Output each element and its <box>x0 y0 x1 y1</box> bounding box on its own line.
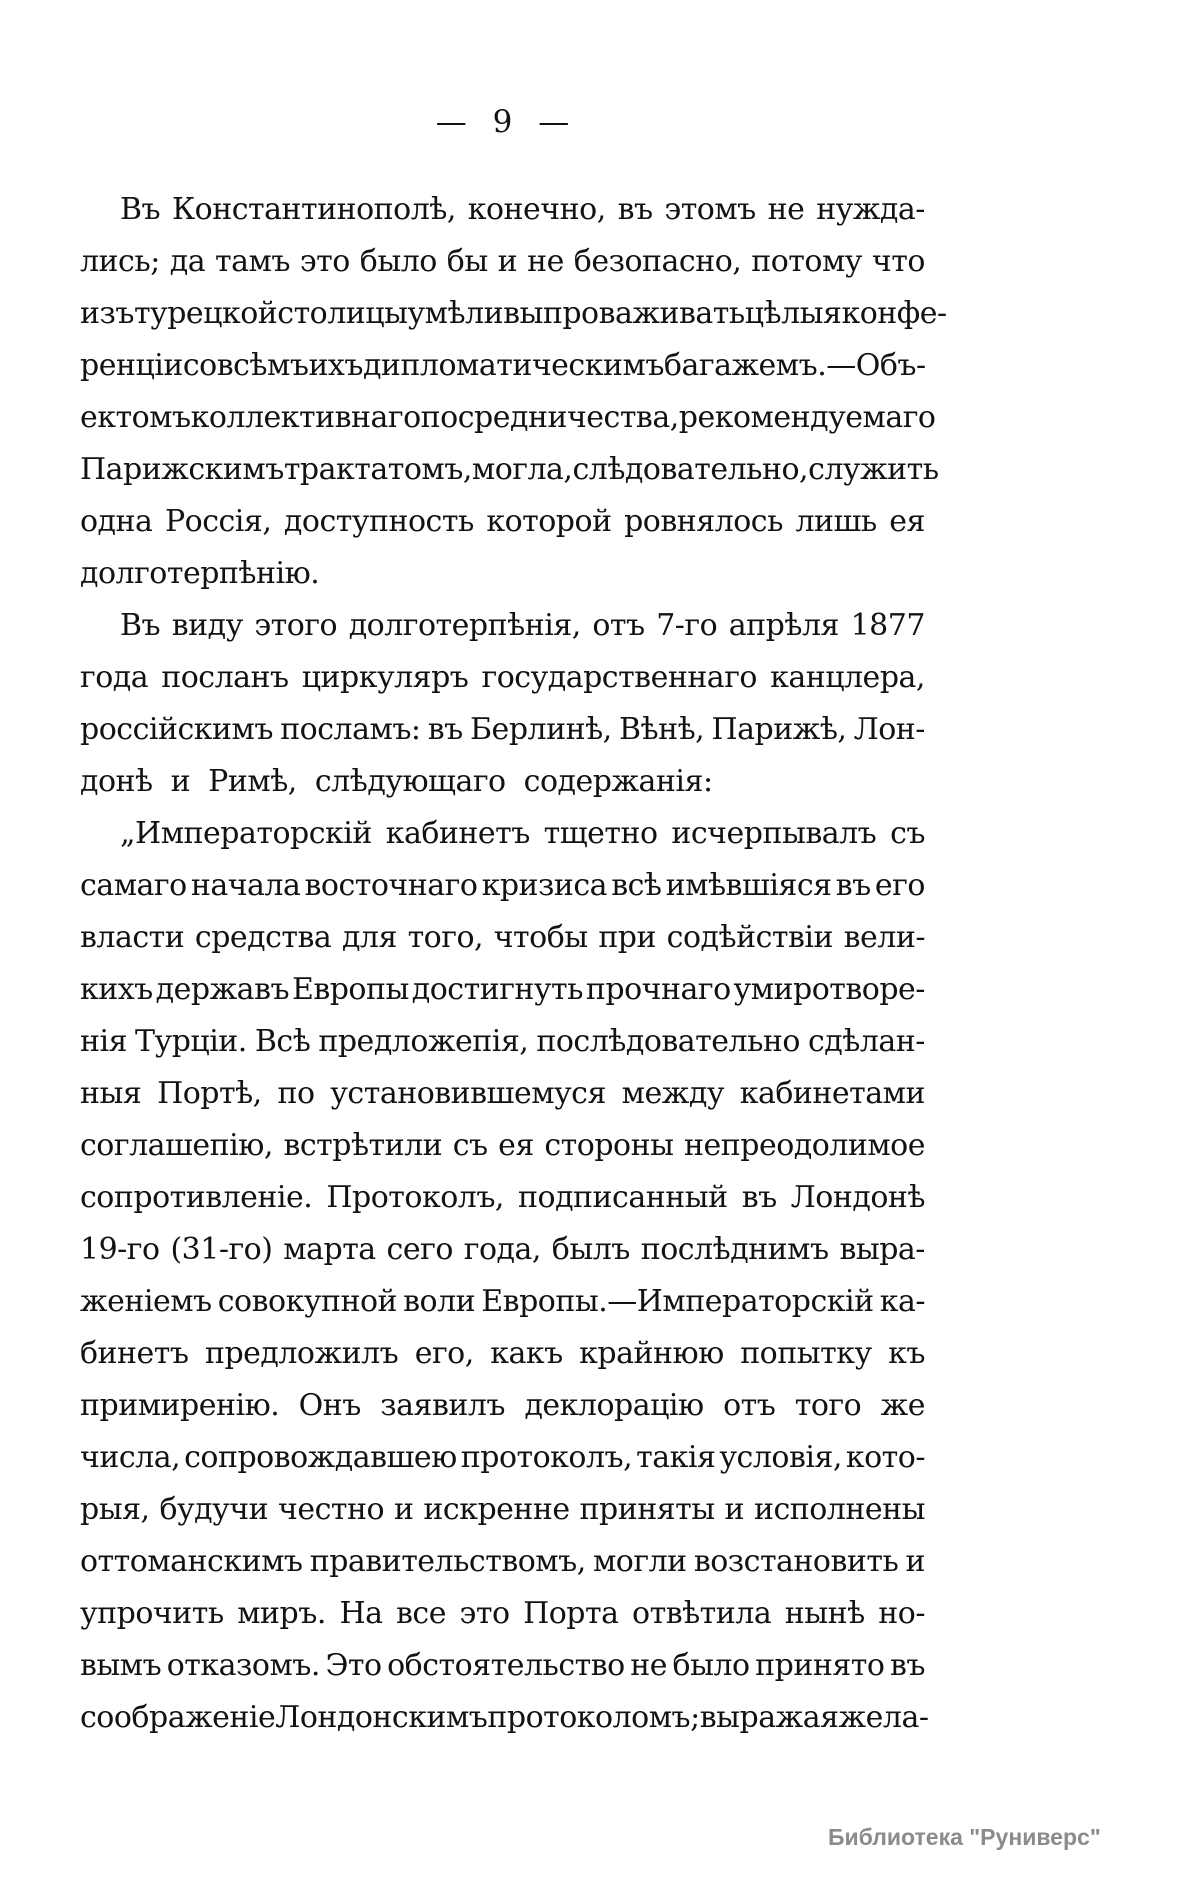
text-line: Въ Константинополѣ, конечно, въ этомъ не нужда- <box>120 192 925 227</box>
text-line: оттоманскимъ правительствомъ, могли возстановить и <box>80 1544 925 1579</box>
text-line: Въ виду этого долготерпѣнія, отъ 7-го апрѣля 1877 <box>120 608 925 643</box>
text-line: соглашепію, встрѣтили съ ея стороны непреодолимое <box>80 1128 925 1163</box>
text-line: бинетъ предложилъ его, какъ крайнюю попытку къ <box>80 1336 925 1371</box>
text-line: ренціи со всѣмъ ихъ дипломатическимъ багажемъ.—Объ- <box>80 348 926 383</box>
text-line: донѣ и Римѣ, слѣдующаго содержанія: <box>80 764 713 799</box>
page-number: — 9 — <box>435 104 570 140</box>
text-line: кихъ державъ Европы достигнуть прочнаго умиротворе- <box>80 972 925 1007</box>
text-line: ектомъ коллективнаго посредничества, рекомендуемаго <box>80 400 936 435</box>
text-line: россійскимъ посламъ: въ Берлинѣ, Вѣнѣ, Парижѣ, Лон- <box>80 712 925 747</box>
text-line: вымъ отказомъ. Это обстоятельство не было принято въ <box>80 1648 925 1683</box>
text-line: одна Россія, доступность которой ровнялось лишь ея <box>80 504 925 539</box>
text-line: рыя, будучи честно и искренне приняты и исполнены <box>80 1492 925 1527</box>
text-line: ныя Портѣ, по установившемуся между кабинетами <box>80 1076 925 1111</box>
text-line: самаго начала восточнаго кризиса всѣ имѣвшіяся въ его <box>80 868 925 903</box>
text-line: долготерпѣнію. <box>80 556 320 591</box>
text-line: 19-го (31-го) марта сего года, былъ послѣднимъ выра- <box>80 1232 925 1267</box>
text-line: „Императорскій кабинетъ тщетно исчерпывалъ съ <box>120 816 925 851</box>
text-line: изъ турецкой столицы умѣли выпроваживать цѣлыя конфе- <box>80 296 947 331</box>
text-line: Парижскимъ трактатомъ, могла, слѣдовательно, служить <box>80 452 939 487</box>
text-line: женіемъ совокупной воли Европы.—Императорскій ка- <box>80 1284 925 1319</box>
text-block <box>80 184 947 1744</box>
text-line: числа, сопровождавшею протоколъ, такія условія, кото- <box>80 1440 925 1475</box>
text-line: соображеніе Лондонскимъ протоколомъ; выражая жела- <box>80 1700 929 1735</box>
text-line: сопротивленіе. Протоколъ, подписанный въ Лондонѣ <box>80 1180 925 1215</box>
text-line: примиренію. Онъ заявилъ деклорацію отъ того же <box>80 1388 925 1423</box>
text-line: года посланъ циркуляръ государственнаго канцлера, <box>80 660 925 695</box>
text-line: лись; да тамъ это было бы и не безопасно, потому что <box>80 244 925 279</box>
text-line: власти средства для того, чтобы при содѣйствіи вели- <box>80 920 925 955</box>
library-watermark: Библиотека "Руниверс" <box>828 1824 1101 1850</box>
text-line: нія Турціи. Всѣ предложепія, послѣдовательно сдѣлан- <box>80 1024 925 1059</box>
text-line: упрочить миръ. На все это Порта отвѣтила нынѣ но- <box>80 1596 925 1631</box>
